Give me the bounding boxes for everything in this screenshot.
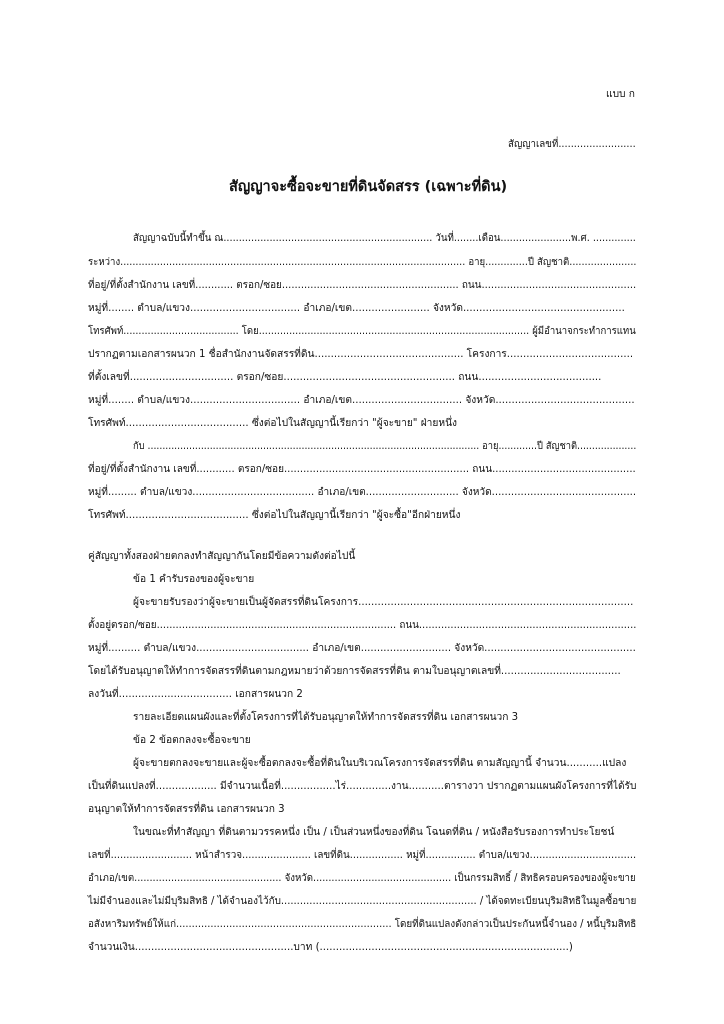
seller-office-project-line: ปรากฏตามเอกสารผนวก 1 ชื่อสำนักงานจัดสรรที่ดิน.............................................. โครงการ....................................... <box>88 349 634 360</box>
seller-designation-line: โทรศัพท์...................................... ซึ่งต่อไปในสัญญานี้เรียกว่า "ผู้จะขาย" ฝ่ายหนึ่ง <box>88 418 458 429</box>
clause-2-amount-line: จำนวนเงิน.................................................บาท (.............................................................................) <box>88 942 573 953</box>
seller-address-line: ที่อยู่/ที่ตั้งสำนักงาน เลขที่............ ตรอก/ซอย........................................................ ถนน................................................. <box>88 280 637 291</box>
clause-2-agreement-line: ผู้จะขายตกลงจะขายและผู้จะซื้อตกลงจะซื้อที่ดินในบริเวณโครงการจัดสรรที่ดิน ตามสัญญานี้ จำนวน...........แปลง <box>133 758 627 769</box>
clause-2-ownership-line: อำเภอ/เขต................................................ จังหวัด............................................. เป็นกรรมสิทธิ์ / สิทธิครอบครองของผู้จะขาย <box>88 873 636 884</box>
clause-1-annex-3-line: รายละเอียดแผนผังและที่ตั้งโครงการที่ได้รับอนุญาตให้ทำการจัดสรรที่ดิน เอกสารผนวก 3 <box>133 712 519 723</box>
seller-office-address-line: ที่ตั้งเลขที่................................ ตรอก/ซอย..................................................... ถนน...................................... <box>88 372 602 383</box>
clause-2-annex-line: อนุญาตให้ทำการจัดสรรที่ดิน เอกสารผนวก 3 <box>88 804 285 815</box>
contract-made-at-line: สัญญาฉบับนี้ทำขึ้น ณ.................................................................... วันที่........เดือน.......................พ.ศ. .............. <box>133 233 636 244</box>
clause-2-mortgage-line: ไม่มีจำนองและไม่มีบุริมสิทธิ / ได้จำนองไว้กับ.............................................................. / ได้จดทะเบียนบุริมสิทธิในมูลซื้อขาย <box>88 896 637 907</box>
clause-1-date-line: ลงวันที่................................... เอกสารผนวก 2 <box>88 689 303 700</box>
buyer-designation-line: โทรศัพท์...................................... ซึ่งต่อไปในสัญญานี้เรียกว่า "ผู้จะซื้อ"อีกฝ่ายหนึ่ง <box>88 510 461 521</box>
agreement-intro: คู่สัญญาทั้งสองฝ่ายตกลงทำสัญญากันโดยมีข้อความดังต่อไปนี้ <box>88 551 356 562</box>
seller-phone-representative-line: โทรศัพท์...................................... โดย......................................................................................... ผู้มีอำนาจกระทำการแทน <box>88 326 636 337</box>
clause-1-district-line: หมู่ที่.......... ตำบล/แขวง................................... อำเภอ/เขต............................ จังหวัด............................................... <box>88 643 636 654</box>
clause-2-heading: ข้อ 2 ข้อตกลงจะซื้อจะขาย <box>133 735 251 746</box>
buyer-district-line: หมู่ที่......... ตำบล/แขวง...................................... อำเภอ/เขต............................. จังหวัด............................................. <box>88 487 637 498</box>
clause-1-heading: ข้อ 1 คำรับรองของผู้จะขาย <box>133 574 255 585</box>
form-label: แบบ ก <box>606 89 635 100</box>
clause-1-project-line: ผู้จะขายรับรองว่าผู้จะขายเป็นผู้จัดสรรที่ดินโครงการ..................................................................................... <box>133 597 634 608</box>
clause-2-title-deed-line: ในขณะที่ทำสัญญา ที่ดินตามวรรคหนึ่ง เป็น / เป็นส่วนหนึ่งของที่ดิน โฉนดที่ดิน / หนังสือรับรองการทำประโยชน์ <box>133 827 615 838</box>
buyer-name-line: กับ ................................................................................................................ อายุ.............ปี สัญชาติ.................... <box>133 441 637 452</box>
document-title: สัญญาจะซื้อจะขายที่ดินจัดสรร (เฉพาะที่ดิน) <box>229 179 508 195</box>
seller-district-line: หมู่ที่........ ตำบล/แขวง.................................. อำเภอ/เขต........................ จังหวัด.................................................. <box>88 303 625 314</box>
clause-1-license-line: โดยได้รับอนุญาตให้ทำการจัดสรรที่ดินตามกฎหมายว่าด้วยการจัดสรรที่ดิน ตามใบอนุญาตเลขที่..................................... <box>88 666 621 677</box>
contract-number: สัญญาเลขที่......................... <box>508 139 636 150</box>
seller-name-line: ระหว่าง................................................................................................................. อายุ..............ปี สัญชาติ...................... <box>88 257 637 268</box>
clause-2-deed-number-line: เลขที่.......................... หน้าสำรวจ...................... เลขที่ดิน................. หมู่ที่................ ตำบล/แขวง.................................. <box>88 850 637 861</box>
seller-office-district-line: หมู่ที่........ ตำบล/แขวง.................................. อำเภอ/เขต.................................. จังหวัด........................................... <box>88 395 635 406</box>
clause-2-lien-line: อสังหาริมทรัพย์ให้แก่..................................................................... โดยที่ดินแปลงดังกล่าวเป็นประกันหนี้จำนอง / หนี้บุริมสิทธิ <box>88 919 637 930</box>
clause-1-location-line: ตั้งอยู่ตรอก/ซอย............................................................................ ถนน..................................................................... <box>88 620 637 631</box>
clause-2-area-line: เป็นที่ดินแปลงที่................... มีจำนวนเนื้อที่.................ไร่..............งาน...........ตารางวา ปรากฏตามแผนผังโครงการที่ได้รับ <box>88 781 637 792</box>
buyer-address-line: ที่อยู่/ที่ตั้งสำนักงาน เลขที่............ ตรอก/ซอย.......................................................... ถนน............................................. <box>88 464 636 475</box>
